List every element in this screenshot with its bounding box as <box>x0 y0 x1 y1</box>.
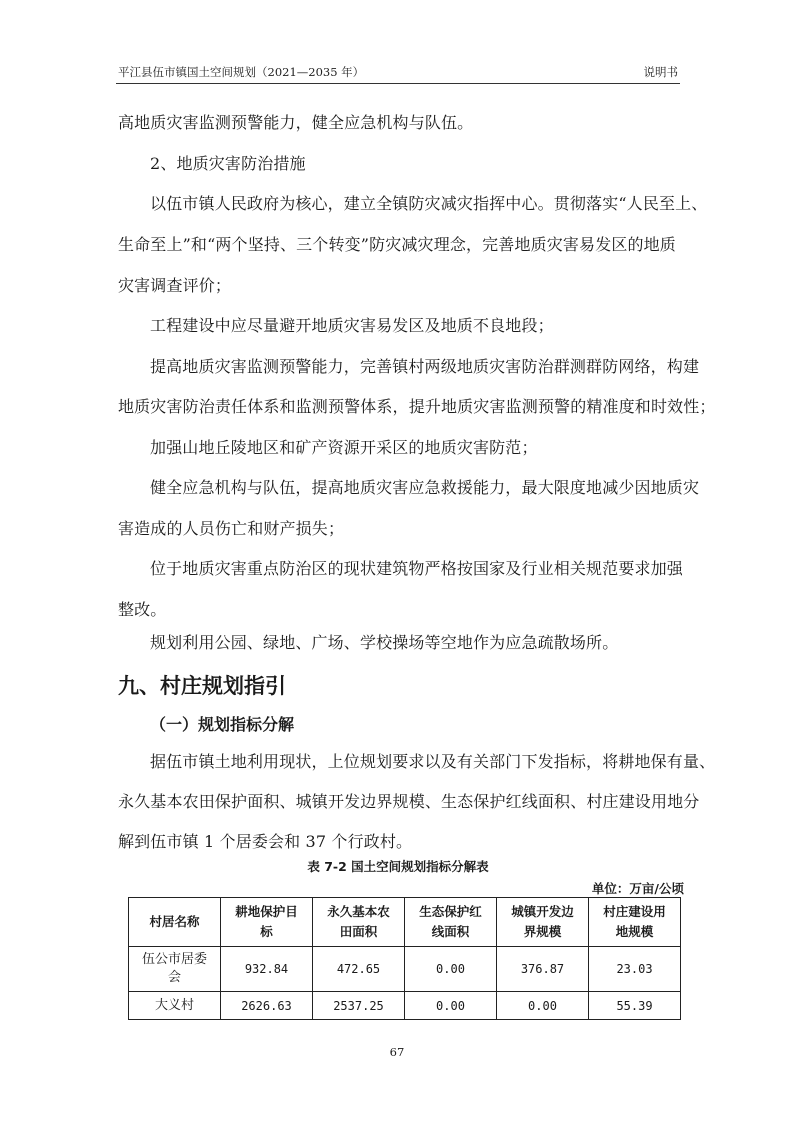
cell-value: 55.39 <box>589 992 681 1020</box>
cell-value: 23.03 <box>589 947 681 992</box>
cell-value: 2537.25 <box>313 992 405 1020</box>
paragraph-6-line-2: 害造成的人员伤亡和财产损失； <box>118 519 345 538</box>
header-village-name: 村居名称 <box>129 898 221 947</box>
paragraph-6-line-1: 健全应急机构与队伍，提高地质灾害应急救援能力，最大限度地减少因地质灾 <box>150 478 700 497</box>
page-number: 67 <box>389 1045 405 1059</box>
table-header-row <box>129 898 681 947</box>
header-rule <box>116 83 680 84</box>
paragraph-4-line-2: 地质灾害防治责任体系和监测预警体系，提升地质灾害监测预警的精准度和时效性； <box>118 397 716 416</box>
paragraph-3: 工程建设中应尽量避开地质灾害易发区及地质不良地段； <box>150 316 554 335</box>
header-urban-boundary: 城镇开发边 界规模 <box>497 898 589 947</box>
paragraph-7-line-2: 整改。 <box>118 600 167 619</box>
table-row <box>129 992 681 1020</box>
paragraph-7-line-1: 位于地质灾害重点防治区的现状建筑物严格按国家及行业相关规范要求加强 <box>150 559 683 578</box>
heading-9: 九、村庄规划指引 <box>118 674 286 698</box>
table-caption: 表 7-2 国土空间规划指标分解表 <box>307 859 489 874</box>
paragraph-2-line-3: 灾害调查评价； <box>118 276 232 295</box>
cell-value: 0.00 <box>405 992 497 1020</box>
header-doc-type: 说明书 <box>643 65 678 79</box>
paragraph-9-line-3: 解到伍市镇 1 个居委会和 37 个行政村。 <box>118 832 413 851</box>
table-unit: 单位：万亩/公顷 <box>591 881 684 896</box>
cell-village-name: 伍公市居委 会 <box>129 947 221 992</box>
header-farmland-target: 耕地保护目 标 <box>221 898 313 947</box>
paragraph-1-tail: 高地质灾害监测预警能力，健全应急机构与队伍。 <box>118 113 474 132</box>
header-village-land: 村庄建设用 地规模 <box>589 898 681 947</box>
paragraph-4-line-1: 提高地质灾害监测预警能力，完善镇村两级地质灾害防治群测群防网络，构建 <box>150 357 700 376</box>
cell-value: 0.00 <box>497 992 589 1020</box>
cell-value: 472.65 <box>313 947 405 992</box>
paragraph-2-line-2: 生命至上”和“两个坚持、三个转变”防灾减灾理念，完善地质灾害易发区的地质 <box>118 235 676 254</box>
paragraph-9-line-1: 据伍市镇土地利用现状，上位规划要求以及有关部门下发指标，将耕地保有量、 <box>150 752 716 771</box>
header-permanent-farmland: 永久基本农 田面积 <box>313 898 405 947</box>
page-header <box>118 64 678 82</box>
table-row <box>129 947 681 992</box>
paragraph-5: 加强山地丘陵地区和矿产资源开采区的地质灾害防范； <box>150 438 538 457</box>
cell-value: 376.87 <box>497 947 589 992</box>
cell-value: 0.00 <box>405 947 497 992</box>
cell-village-name: 大义村 <box>129 992 221 1020</box>
subheading-1: （一）规划指标分解 <box>150 715 295 734</box>
indicator-table <box>128 897 681 1020</box>
cell-value: 932.84 <box>221 947 313 992</box>
paragraph-9-line-2: 永久基本农田保护面积、城镇开发边界规模、生态保护红线面积、村庄建设用地分 <box>118 792 700 811</box>
cell-value: 2626.63 <box>221 992 313 1020</box>
paragraph-2-line-1: 以伍市镇人民政府为核心，建立全镇防灾减灾指挥中心。贯彻落实“人民至上、 <box>150 194 708 213</box>
section-2-title: 2、地质灾害防治措施 <box>150 154 306 173</box>
header-ecological-redline: 生态保护红 线面积 <box>405 898 497 947</box>
paragraph-8: 规划利用公园、绿地、广场、学校操场等空地作为应急疏散场所。 <box>150 633 619 652</box>
header-title: 平江县伍市镇国土空间规划（2021—2035 年） <box>118 65 365 79</box>
